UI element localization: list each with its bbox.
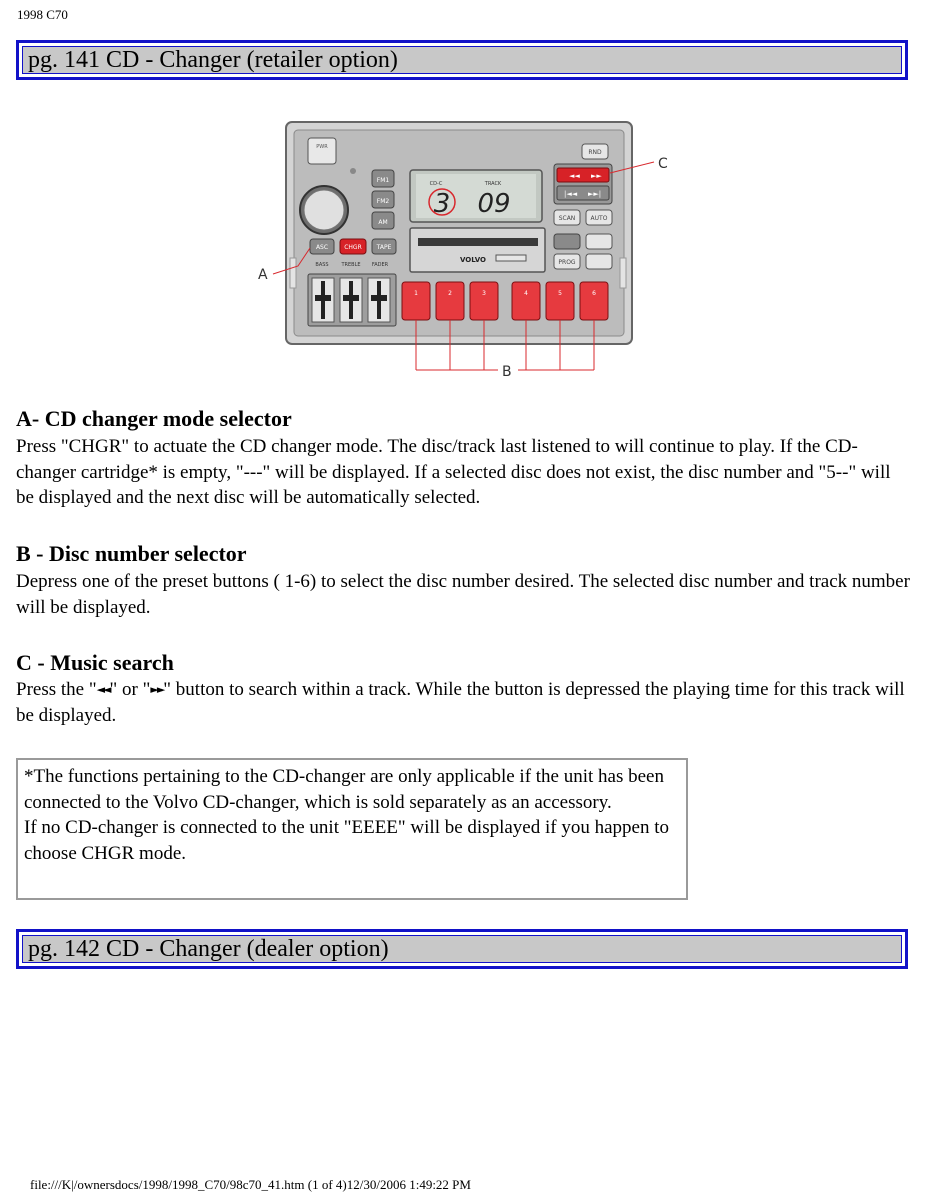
display-track-number: 09: [477, 189, 511, 219]
preset-1-label: 1: [414, 290, 418, 297]
display-track-label: TRACK: [484, 181, 502, 187]
section-a-text: Press "CHGR" to actuate the CD changer mode. The disc/track last listened to will continue to play. If the CD-changer cartridge* is empty, "---" will be displayed. If a selected disc does not exist, the disc number and "5--" will be displayed and the next disc will be automatically selected.: [16, 436, 891, 508]
document-header: 1998 C70: [17, 7, 68, 22]
preset-6-label: 6: [592, 290, 596, 297]
preset-4-label: 4: [524, 290, 528, 297]
preset-1: [402, 282, 430, 320]
fader-label: FADER: [371, 262, 389, 268]
fm2-label: FM2: [376, 198, 390, 205]
treble-label: TREBLE: [341, 262, 361, 268]
preset-3: [470, 282, 498, 320]
phone-button: [554, 234, 580, 249]
section-c-heading: C - Music search: [16, 650, 174, 675]
svg-text:|◄◄: |◄◄: [564, 190, 578, 198]
section-c-text: [16, 677, 911, 728]
tape-label: TAPE: [376, 244, 392, 251]
rewind-icon: ◄◄: [96, 683, 110, 696]
preset-5: [546, 282, 574, 320]
scan-label: SCAN: [558, 215, 576, 222]
auto-label: AUTO: [590, 215, 608, 222]
preset-2: [436, 282, 464, 320]
chgr-label: CHGR: [344, 244, 362, 251]
svg-text:►►|: ►►|: [588, 190, 602, 198]
note-box: [16, 758, 688, 900]
note-line-1: *The functions pertaining to the CD-changer are only applicable if the unit has been connected to the Volvo CD-changer, which is sold separately as an accessory.: [24, 766, 664, 813]
page-header-142: [16, 929, 908, 969]
rnd-label: RND: [588, 149, 602, 156]
page-header-141: [16, 40, 908, 80]
display-disc-number: 3: [433, 189, 451, 219]
preset-3-label: 3: [482, 290, 486, 297]
section-c-text-3: " button to search within a track. While the button is depressed the playing time for this track will be displayed.: [16, 679, 905, 726]
svg-text:►►: ►►: [591, 172, 602, 180]
section-c-text-2: " or ": [109, 679, 151, 700]
preset-5-label: 5: [558, 290, 562, 297]
section-a-heading: A- CD changer mode selector: [16, 406, 292, 431]
cassette-slot: [410, 228, 545, 272]
page-header-142-title: pg. 142 CD - Changer (dealer option): [22, 935, 902, 963]
page-header-141-title: pg. 141 CD - Changer (retailer option): [22, 46, 902, 74]
fast-forward-icon: ►►: [150, 683, 164, 696]
section-b-heading: B - Disc number selector: [16, 541, 247, 566]
note-line-2: If no CD-changer is connected to the unit "EEEE" will be displayed if you happen to choose CHGR mode.: [24, 817, 669, 864]
pwr-label: PWR: [316, 144, 328, 150]
callout-a: A: [258, 267, 268, 283]
preset-6: [580, 282, 608, 320]
fm1-label: FM1: [376, 177, 390, 184]
preset-2-label: 2: [448, 290, 452, 297]
display-mode-label: CD-C: [429, 181, 443, 187]
asc-label: ASC: [315, 244, 329, 251]
section-b-text: Depress one of the preset buttons ( 1-6) to select the disc number desired. The selected disc number and track number will be displayed.: [16, 571, 910, 618]
prog-label: PROG: [558, 259, 576, 266]
brand-logo: VOLVO: [460, 256, 486, 264]
am-label: AM: [378, 219, 388, 226]
section-c-text-1: Press the ": [16, 679, 97, 700]
radio-illustration: [250, 118, 680, 380]
callout-b: B: [502, 364, 512, 380]
callout-c: C: [658, 156, 668, 172]
bass-label: BASS: [315, 262, 329, 268]
preset-4: [512, 282, 540, 320]
pwr-button: [308, 138, 336, 164]
document-footer: file:///K|/ownersdocs/1998/1998_C70/98c70_41.htm (1 of 4)12/30/2006 1:49:22 PM: [30, 1177, 471, 1192]
svg-text:◄◄: ◄◄: [569, 172, 580, 180]
